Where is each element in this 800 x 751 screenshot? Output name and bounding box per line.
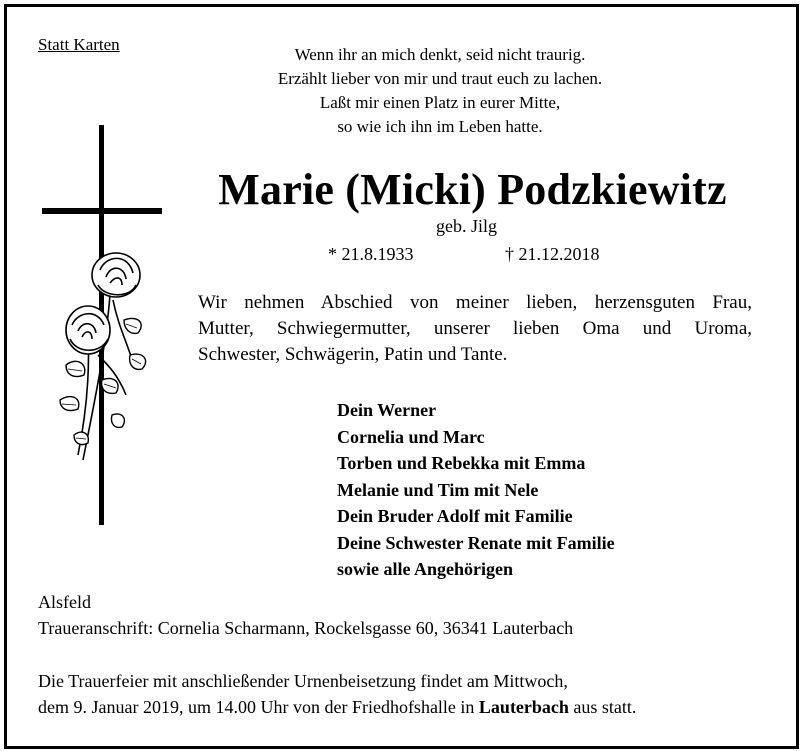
deceased-name: Marie (Micki) Podzkiewitz xyxy=(218,165,727,214)
death-date: † 21.12.2018 xyxy=(505,244,600,264)
mourner-entry: Cornelia und Marc xyxy=(337,426,485,447)
farewell-text xyxy=(198,290,752,368)
mourner-entry: Torben und Rebekka mit Emma xyxy=(337,453,586,473)
farewell-line: Schwester, Schwägerin, Patin und Tante. xyxy=(198,344,508,365)
birth-date: * 21.8.1933 xyxy=(328,244,414,264)
ceremony-info xyxy=(38,668,760,720)
poem-line: Wenn ihr an mich denkt, seid nicht traurig. xyxy=(294,45,586,64)
cross-with-roses-icon xyxy=(38,125,168,530)
ceremony-line: Die Trauerfeier mit anschließender Urnenbeisetzung findet am Mittwoch, xyxy=(38,671,568,691)
poem xyxy=(270,43,610,139)
mourner-entry: Deine Schwester Renate mit Familie xyxy=(337,532,615,553)
mourner-entry: Melanie und Tim mit Nele xyxy=(337,479,539,500)
birth-name: geb. Jilg xyxy=(436,216,497,236)
ceremony-text: dem 9. Januar 2019, um 14.00 Uhr von der Friedhofshalle in xyxy=(38,697,479,717)
ceremony-location: Lauterbach xyxy=(478,697,569,717)
farewell-line: Wir nehmen Abschied von meiner lieben, herzensguten Frau, xyxy=(198,292,752,313)
poem-line: so wie ich ihn im Leben hatte. xyxy=(337,117,543,136)
place-name: Alsfeld xyxy=(38,592,91,612)
poem-line: Laßt mir einen Platz in eurer Mitte, xyxy=(319,93,561,112)
poem-line: Erzählt lieber von mir und traut euch zu lachen. xyxy=(277,69,603,88)
ceremony-line xyxy=(38,694,760,720)
mourners-list xyxy=(337,397,615,583)
ceremony-text: aus statt. xyxy=(568,697,637,717)
mourning-address: Traueranschrift: Cornelia Scharmann, Rockelsgasse 60, 36341 Lauterbach xyxy=(38,618,574,638)
mourner-entry: Dein Bruder Adolf mit Familie xyxy=(337,506,573,526)
mourner-entry: sowie alle Angehörigen xyxy=(337,559,513,579)
mourner-entry: Dein Werner xyxy=(337,400,437,420)
statt-karten-label: Statt Karten xyxy=(38,35,120,54)
farewell-line: Mutter, Schwiegermutter, unserer lieben Oma und Uroma, xyxy=(198,318,752,339)
